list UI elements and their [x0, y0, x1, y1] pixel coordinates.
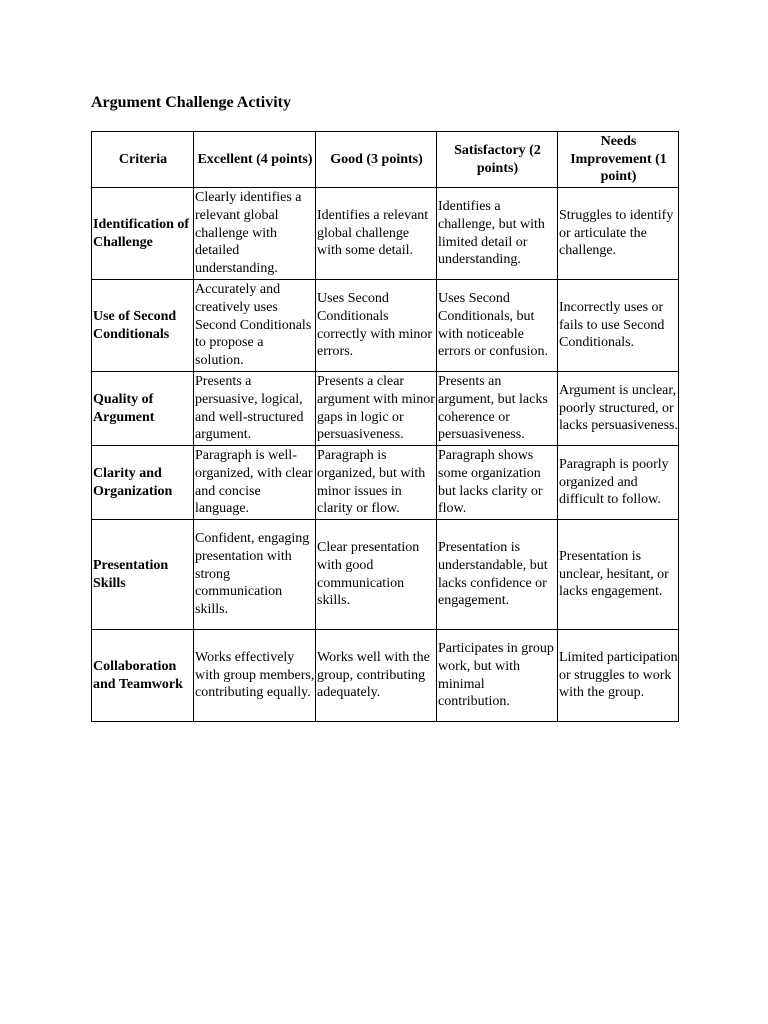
header-excellent: Excellent (4 points) — [194, 132, 316, 188]
table-cell: Works effectively with group members, contributing equally. — [194, 630, 316, 722]
criteria-cell: Presentation Skills — [92, 520, 194, 630]
table-row — [92, 520, 679, 630]
table-cell: Clear presentation with good communication skills. — [316, 520, 437, 630]
table-row — [92, 188, 679, 280]
header-good: Good (3 points) — [316, 132, 437, 188]
table-cell: Presents a persuasive, logical, and well-structured argument. — [194, 372, 316, 446]
table-cell: Struggles to identify or articulate the challenge. — [558, 188, 679, 280]
header-criteria: Criteria — [92, 132, 194, 188]
table-row — [92, 630, 679, 722]
table-cell: Presentation is unclear, hesitant, or lacks engagement. — [558, 520, 679, 630]
table-cell: Identifies a relevant global challenge with some detail. — [316, 188, 437, 280]
table-cell: Paragraph shows some organization but lacks clarity or flow. — [437, 446, 558, 520]
rubric-table — [91, 131, 679, 722]
table-cell: Uses Second Conditionals, but with noticeable errors or confusion. — [437, 280, 558, 372]
table-cell: Paragraph is organized, but with minor issues in clarity or flow. — [316, 446, 437, 520]
criteria-cell: Identification of Challenge — [92, 188, 194, 280]
header-row — [92, 132, 679, 188]
table-cell: Uses Second Conditionals correctly with minor errors. — [316, 280, 437, 372]
header-satisfactory: Satisfactory (2 points) — [437, 132, 558, 188]
table-cell: Incorrectly uses or fails to use Second Conditionals. — [558, 280, 679, 372]
criteria-cell: Collaboration and Teamwork — [92, 630, 194, 722]
table-cell: Confident, engaging presentation with strong communication skills. — [194, 520, 316, 630]
criteria-cell: Clarity and Organization — [92, 446, 194, 520]
table-cell: Limited participation or struggles to work with the group. — [558, 630, 679, 722]
table-cell: Clearly identifies a relevant global challenge with detailed understanding. — [194, 188, 316, 280]
header-needs-improvement: Needs Improvement (1 point) — [558, 132, 679, 188]
criteria-cell: Quality of Argument — [92, 372, 194, 446]
table-cell: Works well with the group, contributing adequately. — [316, 630, 437, 722]
criteria-cell: Use of Second Conditionals — [92, 280, 194, 372]
table-cell: Accurately and creatively uses Second Conditionals to propose a solution. — [194, 280, 316, 372]
table-cell: Presents an argument, but lacks coherence or persuasiveness. — [437, 372, 558, 446]
document-title: Argument Challenge Activity — [91, 94, 291, 111]
table-cell: Participates in group work, but with minimal contribution. — [437, 630, 558, 722]
table-cell: Presents a clear argument with minor gaps in logic or persuasiveness. — [316, 372, 437, 446]
table-cell: Paragraph is well-organized, with clear and concise language. — [194, 446, 316, 520]
table-row — [92, 446, 679, 520]
table-row — [92, 372, 679, 446]
table-cell: Argument is unclear, poorly structured, or lacks persuasiveness. — [558, 372, 679, 446]
table-cell: Presentation is understandable, but lacks confidence or engagement. — [437, 520, 558, 630]
table-cell: Paragraph is poorly organized and difficult to follow. — [558, 446, 679, 520]
table-cell: Identifies a challenge, but with limited detail or understanding. — [437, 188, 558, 280]
table-row — [92, 280, 679, 372]
